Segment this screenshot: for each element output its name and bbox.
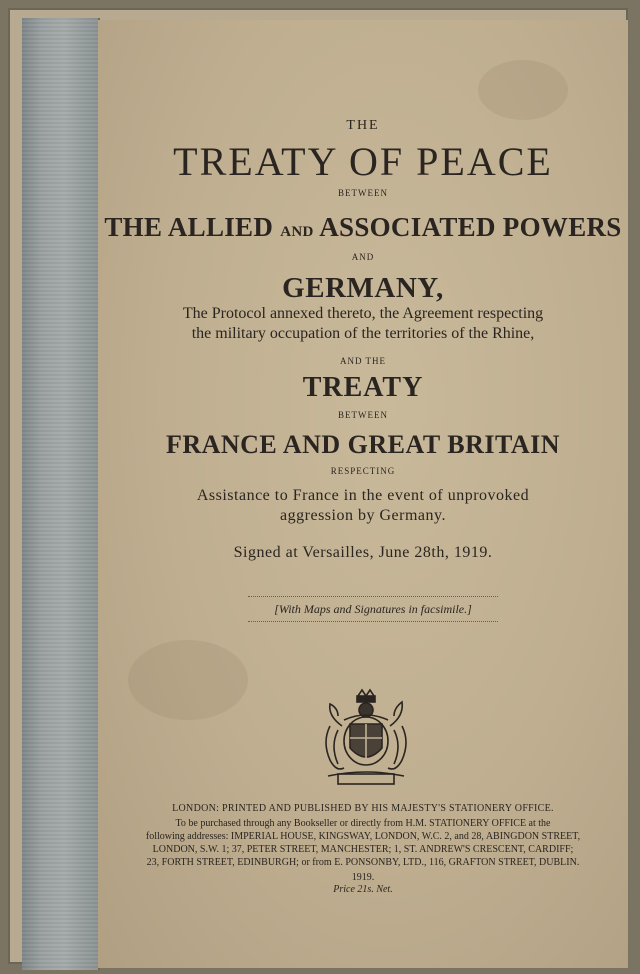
respecting-label: RESPECTING (330, 466, 396, 476)
treaty-heading: TREATY (302, 372, 424, 403)
assistance-line-2: aggression by Germany. (280, 507, 446, 524)
signed-line: Signed at Versailles, June 28th, 1919. (233, 544, 493, 561)
and-the-label: AND THE (339, 356, 387, 366)
price-label: Price 21s. Net. (333, 884, 393, 895)
royal-coat-of-arms-icon (308, 686, 424, 796)
between-label: BETWEEN (338, 188, 388, 198)
cover-page (98, 20, 628, 968)
assistance-line-1: Assistance to France in the event of unprovoked (196, 487, 530, 504)
stain (478, 60, 568, 120)
imprint-year: 1919. (351, 872, 375, 883)
page-title: TREATY OF PEACE (173, 139, 553, 184)
powers-heading (98, 212, 628, 243)
imprint-line-5: 23, FORTH STREET, EDINBURGH; or from E. PONSONBY, LTD., 116, GRAFTON STREET, DUBLIN. (146, 857, 580, 868)
imprint-line-2: To be purchased through any Bookseller or directly from H.M. STATIONERY OFFICE at the (175, 818, 551, 829)
imprint-line-1: LONDON: PRINTED AND PUBLISHED BY HIS MAJESTY'S STATIONERY OFFICE. (172, 803, 554, 814)
powers-part-a: THE ALLIED (104, 212, 274, 242)
between-label-2: BETWEEN (338, 410, 388, 420)
stain (128, 640, 248, 720)
imprint-line-3: following addresses: IMPERIAL HOUSE, KINGSWAY, LONDON, W.C. 2, and 28, ABINGDON STREET, (145, 831, 581, 842)
maps-note: [With Maps and Signatures in facsimile.] (248, 596, 498, 622)
imprint-line-4: LONDON, S.W. 1; 37, PETER STREET, MANCHESTER; 1, ST. ANDREW'S CRESCENT, CARDIFF; (152, 844, 574, 855)
and-label: AND (351, 252, 375, 262)
cloth-spine (22, 18, 100, 970)
book (8, 8, 628, 964)
powers-and: AND (280, 224, 314, 240)
france-britain-heading: FRANCE AND GREAT BRITAIN (165, 430, 561, 459)
powers-part-b: ASSOCIATED POWERS (319, 212, 622, 242)
heading-the: THE (346, 118, 380, 133)
germany-heading: GERMANY, (282, 272, 444, 304)
protocol-line-1: The Protocol annexed thereto, the Agreement respecting (182, 305, 544, 322)
protocol-line-2: the military occupation of the territories of the Rhine, (191, 325, 535, 342)
